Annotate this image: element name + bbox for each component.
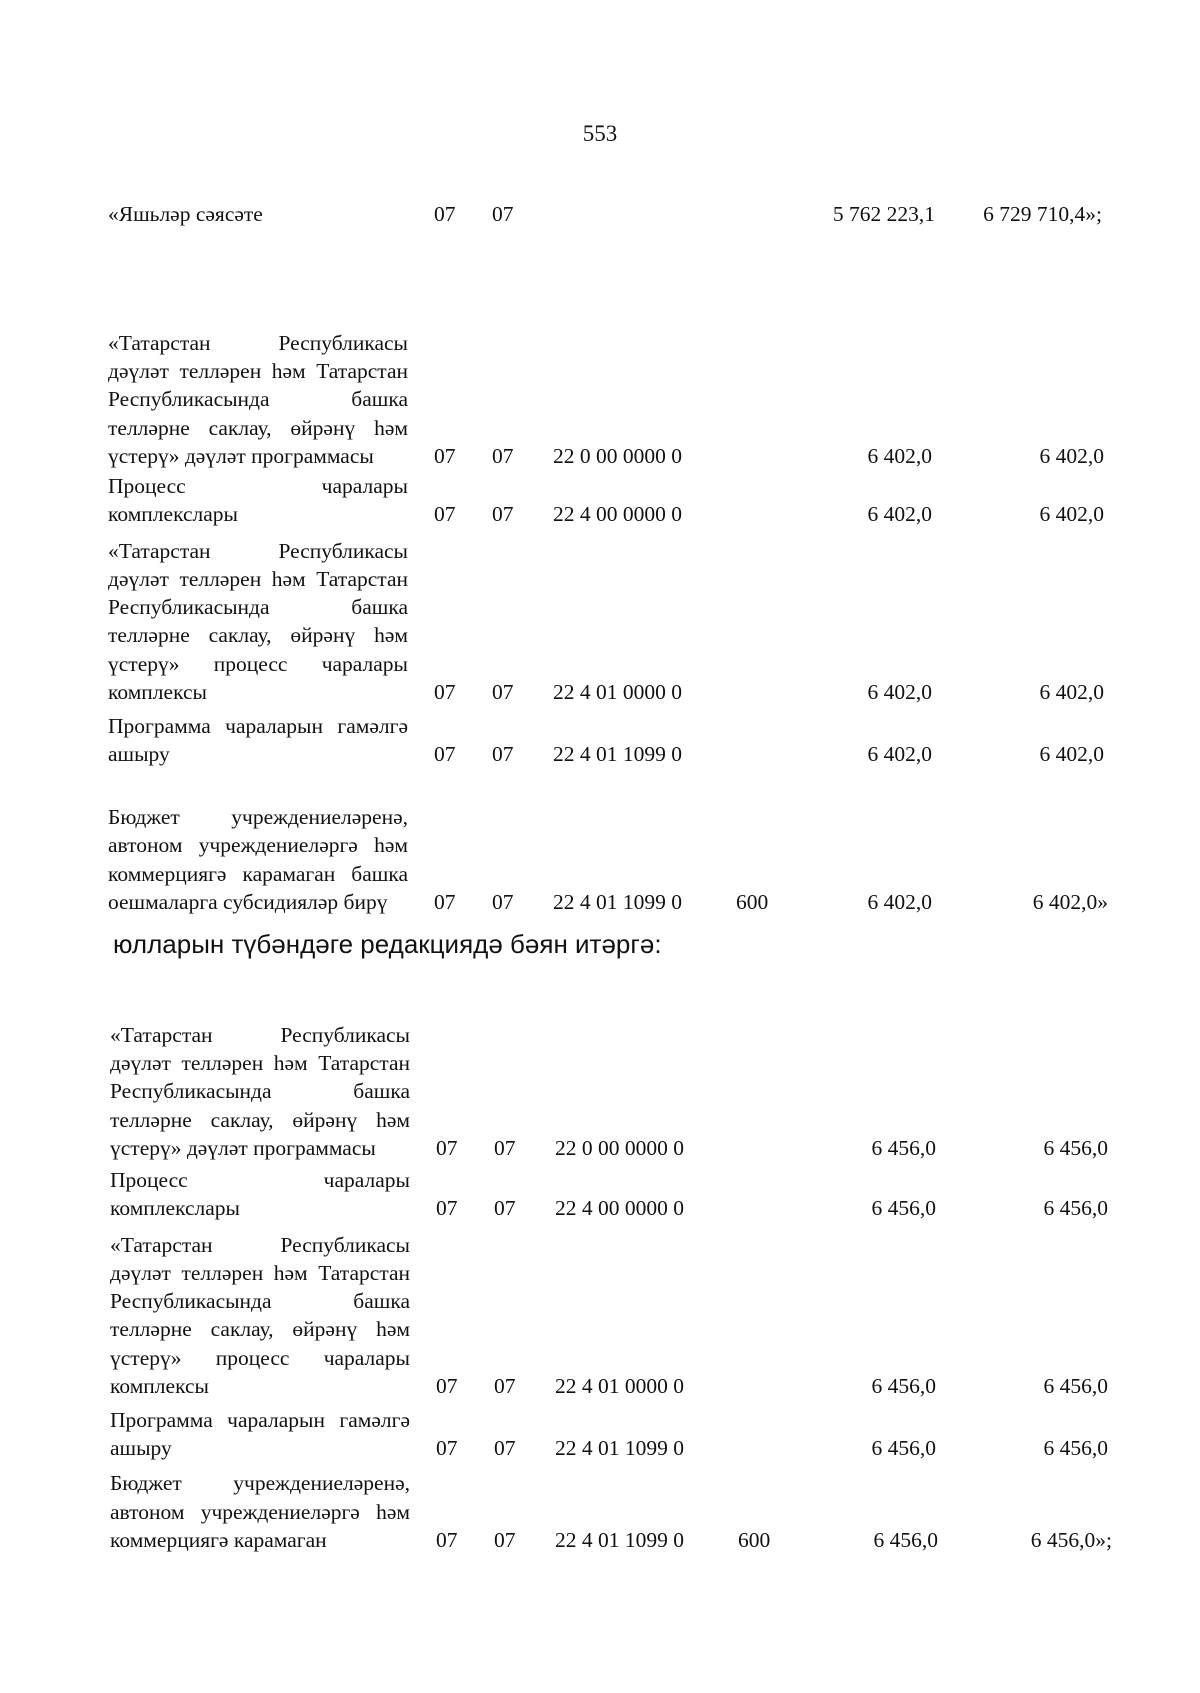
row-value-2: 6 456,0 [1043,1373,1108,1398]
row-subsection: 07 [492,679,514,704]
row-code: 22 4 01 1099 0 [555,1435,684,1460]
row-subsection: 07 [492,443,514,468]
row-section: 07 [434,741,456,766]
table-row [0,772,1200,916]
row-name: Бюджет учреждениеләренә, автоном учреждениеләргә һәм коммерциягә карамаган [110,1471,410,1552]
table-row [0,300,1200,470]
row-code: 22 0 00 0000 0 [553,443,682,468]
row-section: 07 [436,1195,458,1220]
row-subsection: 07 [492,501,514,526]
table-row [0,990,1200,1162]
row-section: 07 [436,1435,458,1460]
row-code: 22 0 00 0000 0 [555,1135,684,1160]
row-section: 07 [434,443,456,468]
table-row [0,1404,1200,1462]
row-value-1: 6 456,0 [871,1135,936,1160]
row-name: Программа чараларын гамәлгә ашыру [110,1407,410,1460]
table-row [0,472,1200,528]
row-name: «Яшьләр сәясәте [108,201,263,226]
row-value-1: 6 402,0 [867,679,932,704]
row-name: «Татарстан Республикасы дәүләт телләрен һәм Татарстан Республикасында башка телләрне саклау, өйрәнү һәм үстерү» процесс чаралары комплексы [108,538,408,704]
row-name: «Татарстан Республикасы дәүләт телләрен һәм Татарстан Республикасында башка телләрне саклау, өйрәнү һәм үстерү» процесс чаралары комплексы [110,1232,410,1398]
row-name: Процесс чаралары комплекслары [110,1167,410,1220]
row-value-1: 6 402,0 [867,741,932,766]
row-name: «Татарстан Республикасы дәүләт телләрен һәм Татарстан Республикасында башка телләрне саклау, өйрәнү һәм үстерү» дәүләт программасы [108,330,408,468]
row-value-2: 6 402,0» [1032,889,1108,914]
table-row [0,1226,1200,1400]
row-subsection: 07 [492,201,514,226]
row-section: 07 [434,889,456,914]
table-row-youth-policy [0,196,1200,228]
row-value-1: 6 402,0 [867,889,932,914]
table-row [0,530,1200,706]
row-subsection: 07 [494,1373,516,1398]
table-row [0,1466,1200,1554]
instruction-text: юлларын түбәндәге редакциядә бәян итәргә: [113,929,662,959]
row-value-1: 6 456,0 [871,1373,936,1398]
row-value-1: 6 456,0 [871,1435,936,1460]
row-code: 22 4 01 1099 0 [555,1527,684,1552]
table-row [0,710,1200,768]
row-code: 22 4 01 0000 0 [553,679,682,704]
row-value-2: 6 456,0 [1043,1195,1108,1220]
table-row [0,1164,1200,1222]
row-value-2: 6 729 710,4»; [983,201,1102,226]
row-code: 22 4 01 1099 0 [553,889,682,914]
row-value-2: 6 402,0 [1039,679,1104,704]
row-value-2: 6 402,0 [1039,443,1104,468]
row-section: 07 [436,1135,458,1160]
row-section: 07 [434,201,456,226]
row-subsection: 07 [492,889,514,914]
row-value-2: 6 456,0 [1043,1435,1108,1460]
row-value-2: 6 402,0 [1039,501,1104,526]
row-value-1: 6 402,0 [867,443,932,468]
row-section: 07 [434,679,456,704]
row-code: 22 4 00 0000 0 [553,501,682,526]
row-value-1: 6 402,0 [867,501,932,526]
row-name: Программа чараларын гамәлгә ашыру [108,713,408,766]
row-value-1: 6 456,0 [871,1195,936,1220]
row-code: 22 4 01 0000 0 [555,1373,684,1398]
row-value-2: 6 402,0 [1039,741,1104,766]
row-subsection: 07 [492,741,514,766]
row-subsection: 07 [494,1435,516,1460]
row-section: 07 [434,501,456,526]
row-code: 22 4 00 0000 0 [555,1195,684,1220]
row-subsection: 07 [494,1527,516,1552]
row-value-1: 5 762 223,1 [832,201,935,226]
row-section: 07 [436,1373,458,1398]
row-section: 07 [436,1527,458,1552]
row-value-2: 6 456,0»; [1030,1527,1112,1552]
row-type: 600 [736,889,769,914]
row-name: «Татарстан Республикасы дәүләт телләрен һәм Татарстан Республикасында башка телләрне саклау, өйрәнү һәм үстерү» дәүләт программасы [110,1022,410,1160]
row-value-1: 6 456,0 [873,1527,938,1552]
row-type: 600 [738,1527,771,1552]
row-name: Процесс чаралары комплекслары [108,473,408,526]
row-value-2: 6 456,0 [1043,1135,1108,1160]
row-name: Бюджет учреждениеләренә, автоном учреждениеләргә һәм коммерциягә карамаган башка оешмаларга субсидияләр бирү [108,805,408,914]
row-code: 22 4 01 1099 0 [553,741,682,766]
row-subsection: 07 [494,1135,516,1160]
row-subsection: 07 [494,1195,516,1220]
page-number: 553 [582,121,618,146]
